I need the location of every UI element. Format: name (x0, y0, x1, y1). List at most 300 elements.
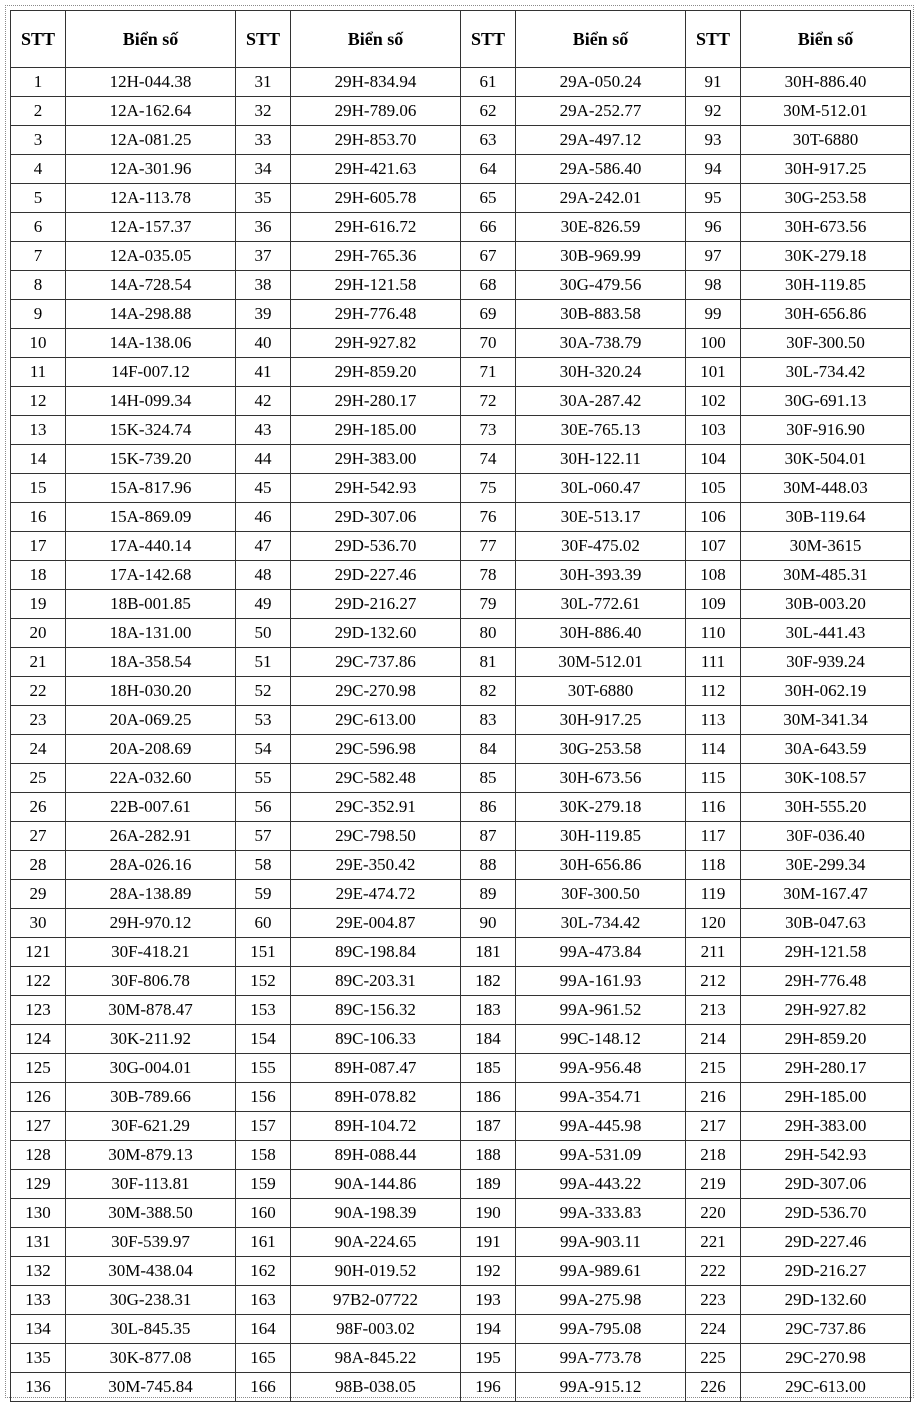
stt-cell: 31 (236, 68, 291, 97)
stt-cell: 117 (686, 822, 741, 851)
table-row (11, 822, 911, 851)
stt-cell: 96 (686, 213, 741, 242)
table-row (11, 387, 911, 416)
stt-cell: 222 (686, 1257, 741, 1286)
plate-cell: 98F-003.02 (291, 1315, 461, 1344)
plate-cell: 98B-038.05 (291, 1373, 461, 1402)
plate-cell: 30L-845.35 (66, 1315, 236, 1344)
stt-cell: 89 (461, 880, 516, 909)
stt-cell: 211 (686, 938, 741, 967)
plate-cell: 14F-007.12 (66, 358, 236, 387)
stt-cell: 72 (461, 387, 516, 416)
stt-cell: 43 (236, 416, 291, 445)
table-row (11, 735, 911, 764)
table-row (11, 1286, 911, 1315)
stt-cell: 129 (11, 1170, 66, 1199)
plate-cell: 29C-270.98 (741, 1344, 911, 1373)
plate-cell: 30K-504.01 (741, 445, 911, 474)
stt-cell: 186 (461, 1083, 516, 1112)
stt-cell: 128 (11, 1141, 66, 1170)
stt-cell: 132 (11, 1257, 66, 1286)
table-row (11, 619, 911, 648)
plate-cell: 30F-113.81 (66, 1170, 236, 1199)
plate-cell: 30K-108.57 (741, 764, 911, 793)
plate-cell: 30M-438.04 (66, 1257, 236, 1286)
header-stt: STT (11, 11, 66, 68)
stt-cell: 226 (686, 1373, 741, 1402)
plate-cell: 99A-531.09 (516, 1141, 686, 1170)
plate-cell: 99A-161.93 (516, 967, 686, 996)
plate-cell: 30K-279.18 (741, 242, 911, 271)
plate-cell: 30A-738.79 (516, 329, 686, 358)
table-row (11, 1054, 911, 1083)
plate-cell: 30L-734.42 (516, 909, 686, 938)
stt-cell: 22 (11, 677, 66, 706)
stt-cell: 46 (236, 503, 291, 532)
plate-cell: 99A-473.84 (516, 938, 686, 967)
plate-cell: 30G-253.58 (741, 184, 911, 213)
plate-cell: 99A-903.11 (516, 1228, 686, 1257)
header-row (11, 11, 911, 68)
table-row (11, 97, 911, 126)
stt-cell: 21 (11, 648, 66, 677)
plate-cell: 29A-242.01 (516, 184, 686, 213)
stt-cell: 73 (461, 416, 516, 445)
stt-cell: 39 (236, 300, 291, 329)
plate-cell: 89C-106.33 (291, 1025, 461, 1054)
stt-cell: 97 (686, 242, 741, 271)
table-body (11, 68, 911, 1402)
plate-cell: 99A-333.83 (516, 1199, 686, 1228)
plate-cell: 29H-280.17 (291, 387, 461, 416)
plate-cell: 29H-542.93 (741, 1141, 911, 1170)
stt-cell: 47 (236, 532, 291, 561)
stt-cell: 66 (461, 213, 516, 242)
plate-cell: 99A-961.52 (516, 996, 686, 1025)
plate-cell: 30E-299.34 (741, 851, 911, 880)
stt-cell: 4 (11, 155, 66, 184)
plate-cell: 30G-253.58 (516, 735, 686, 764)
plate-cell: 30H-886.40 (741, 68, 911, 97)
plate-cell: 20A-069.25 (66, 706, 236, 735)
stt-cell: 6 (11, 213, 66, 242)
stt-cell: 86 (461, 793, 516, 822)
plate-cell: 30H-656.86 (741, 300, 911, 329)
table-row (11, 271, 911, 300)
stt-cell: 90 (461, 909, 516, 938)
plate-cell: 89H-078.82 (291, 1083, 461, 1112)
plate-cell: 89C-156.32 (291, 996, 461, 1025)
stt-cell: 151 (236, 938, 291, 967)
plate-cell: 89H-104.72 (291, 1112, 461, 1141)
stt-cell: 126 (11, 1083, 66, 1112)
plate-cell: 30M-448.03 (741, 474, 911, 503)
plate-cell: 30B-003.20 (741, 590, 911, 619)
stt-cell: 11 (11, 358, 66, 387)
stt-cell: 133 (11, 1286, 66, 1315)
stt-cell: 158 (236, 1141, 291, 1170)
plate-cell: 99A-445.98 (516, 1112, 686, 1141)
stt-cell: 67 (461, 242, 516, 271)
header-stt: STT (686, 11, 741, 68)
table-row (11, 1344, 911, 1373)
plate-cell: 26A-282.91 (66, 822, 236, 851)
stt-cell: 131 (11, 1228, 66, 1257)
header-stt: STT (461, 11, 516, 68)
stt-cell: 78 (461, 561, 516, 590)
plate-cell: 29C-737.86 (291, 648, 461, 677)
stt-cell: 190 (461, 1199, 516, 1228)
header-stt: STT (236, 11, 291, 68)
stt-cell: 185 (461, 1054, 516, 1083)
plate-cell: 15K-739.20 (66, 445, 236, 474)
stt-cell: 87 (461, 822, 516, 851)
table-row (11, 1170, 911, 1199)
header-plate: Biển số (741, 11, 911, 68)
plate-cell: 29H-605.78 (291, 184, 461, 213)
stt-cell: 75 (461, 474, 516, 503)
stt-cell: 59 (236, 880, 291, 909)
stt-cell: 108 (686, 561, 741, 590)
stt-cell: 84 (461, 735, 516, 764)
table-row (11, 1141, 911, 1170)
stt-cell: 136 (11, 1373, 66, 1402)
stt-cell: 134 (11, 1315, 66, 1344)
plate-cell: 29H-616.72 (291, 213, 461, 242)
stt-cell: 74 (461, 445, 516, 474)
stt-cell: 9 (11, 300, 66, 329)
stt-cell: 17 (11, 532, 66, 561)
stt-cell: 50 (236, 619, 291, 648)
stt-cell: 225 (686, 1344, 741, 1373)
stt-cell: 183 (461, 996, 516, 1025)
plate-cell: 15K-324.74 (66, 416, 236, 445)
stt-cell: 104 (686, 445, 741, 474)
plate-cell: 30M-167.47 (741, 880, 911, 909)
stt-cell: 156 (236, 1083, 291, 1112)
plate-cell: 14A-728.54 (66, 271, 236, 300)
plate-cell: 22B-007.61 (66, 793, 236, 822)
stt-cell: 118 (686, 851, 741, 880)
stt-cell: 93 (686, 126, 741, 155)
table-row (11, 503, 911, 532)
table-row (11, 648, 911, 677)
plate-cell: 30F-621.29 (66, 1112, 236, 1141)
plate-cell: 29D-216.27 (291, 590, 461, 619)
stt-cell: 110 (686, 619, 741, 648)
table-row (11, 300, 911, 329)
stt-cell: 124 (11, 1025, 66, 1054)
plate-cell: 30H-320.24 (516, 358, 686, 387)
plate-cell: 29D-132.60 (741, 1286, 911, 1315)
plate-cell: 12A-162.64 (66, 97, 236, 126)
plate-cell: 29H-185.00 (291, 416, 461, 445)
stt-cell: 56 (236, 793, 291, 822)
stt-cell: 194 (461, 1315, 516, 1344)
plate-cell: 90A-224.65 (291, 1228, 461, 1257)
plate-cell: 30F-300.50 (741, 329, 911, 358)
plate-cell: 29H-776.48 (291, 300, 461, 329)
table-row (11, 1315, 911, 1344)
plate-cell: 18B-001.85 (66, 590, 236, 619)
plate-cell: 29D-132.60 (291, 619, 461, 648)
plate-cell: 18A-358.54 (66, 648, 236, 677)
plate-cell: 29E-350.42 (291, 851, 461, 880)
plate-cell: 29H-859.20 (741, 1025, 911, 1054)
plate-cell: 29D-307.06 (741, 1170, 911, 1199)
table-row (11, 474, 911, 503)
plate-cell: 30H-917.25 (516, 706, 686, 735)
plate-cell: 30G-004.01 (66, 1054, 236, 1083)
plate-cell: 30M-341.34 (741, 706, 911, 735)
plate-cell: 12A-035.05 (66, 242, 236, 271)
table-row (11, 68, 911, 97)
plate-cell: 30A-287.42 (516, 387, 686, 416)
stt-cell: 7 (11, 242, 66, 271)
stt-cell: 45 (236, 474, 291, 503)
stt-cell: 27 (11, 822, 66, 851)
stt-cell: 155 (236, 1054, 291, 1083)
table-row (11, 909, 911, 938)
table-row (11, 242, 911, 271)
stt-cell: 60 (236, 909, 291, 938)
stt-cell: 41 (236, 358, 291, 387)
stt-cell: 105 (686, 474, 741, 503)
plate-cell: 30E-513.17 (516, 503, 686, 532)
stt-cell: 103 (686, 416, 741, 445)
stt-cell: 16 (11, 503, 66, 532)
stt-cell: 154 (236, 1025, 291, 1054)
stt-cell: 164 (236, 1315, 291, 1344)
stt-cell: 1 (11, 68, 66, 97)
stt-cell: 121 (11, 938, 66, 967)
plate-cell: 30E-765.13 (516, 416, 686, 445)
table-row (11, 677, 911, 706)
stt-cell: 91 (686, 68, 741, 97)
stt-cell: 85 (461, 764, 516, 793)
plate-cell: 30H-122.11 (516, 445, 686, 474)
plate-cell: 30K-279.18 (516, 793, 686, 822)
plate-cell: 30F-475.02 (516, 532, 686, 561)
license-plate-table (10, 10, 911, 1402)
table-row (11, 445, 911, 474)
table-row (11, 1257, 911, 1286)
plate-cell: 29E-004.87 (291, 909, 461, 938)
plate-cell: 99C-148.12 (516, 1025, 686, 1054)
stt-cell: 71 (461, 358, 516, 387)
stt-cell: 100 (686, 329, 741, 358)
plate-cell: 29A-050.24 (516, 68, 686, 97)
stt-cell: 58 (236, 851, 291, 880)
stt-cell: 64 (461, 155, 516, 184)
plate-cell: 17A-142.68 (66, 561, 236, 590)
plate-cell: 12A-301.96 (66, 155, 236, 184)
plate-cell: 30H-917.25 (741, 155, 911, 184)
plate-cell: 20A-208.69 (66, 735, 236, 764)
stt-cell: 159 (236, 1170, 291, 1199)
plate-cell: 29H-121.58 (291, 271, 461, 300)
stt-cell: 218 (686, 1141, 741, 1170)
stt-cell: 82 (461, 677, 516, 706)
stt-cell: 127 (11, 1112, 66, 1141)
stt-cell: 191 (461, 1228, 516, 1257)
stt-cell: 70 (461, 329, 516, 358)
table-row (11, 996, 911, 1025)
stt-cell: 188 (461, 1141, 516, 1170)
stt-cell: 18 (11, 561, 66, 590)
table-row (11, 764, 911, 793)
plate-cell: 29C-582.48 (291, 764, 461, 793)
plate-cell: 29H-927.82 (741, 996, 911, 1025)
stt-cell: 24 (11, 735, 66, 764)
header-plate: Biển số (291, 11, 461, 68)
stt-cell: 95 (686, 184, 741, 213)
plate-cell: 30F-916.90 (741, 416, 911, 445)
plate-cell: 30H-119.85 (516, 822, 686, 851)
table-row (11, 1112, 911, 1141)
plate-cell: 17A-440.14 (66, 532, 236, 561)
stt-cell: 224 (686, 1315, 741, 1344)
plate-cell: 30B-969.99 (516, 242, 686, 271)
plate-cell: 30M-879.13 (66, 1141, 236, 1170)
stt-cell: 63 (461, 126, 516, 155)
table-row (11, 880, 911, 909)
plate-cell: 30B-883.58 (516, 300, 686, 329)
stt-cell: 53 (236, 706, 291, 735)
plate-cell: 29H-421.63 (291, 155, 461, 184)
plate-cell: 30G-238.31 (66, 1286, 236, 1315)
stt-cell: 29 (11, 880, 66, 909)
table-row (11, 590, 911, 619)
plate-cell: 29A-252.77 (516, 97, 686, 126)
plate-cell: 29A-497.12 (516, 126, 686, 155)
stt-cell: 44 (236, 445, 291, 474)
stt-cell: 19 (11, 590, 66, 619)
header-plate: Biển số (516, 11, 686, 68)
stt-cell: 32 (236, 97, 291, 126)
plate-cell: 29H-859.20 (291, 358, 461, 387)
stt-cell: 79 (461, 590, 516, 619)
stt-cell: 160 (236, 1199, 291, 1228)
plate-cell: 29H-853.70 (291, 126, 461, 155)
stt-cell: 153 (236, 996, 291, 1025)
stt-cell: 88 (461, 851, 516, 880)
table-row (11, 561, 911, 590)
stt-cell: 55 (236, 764, 291, 793)
stt-cell: 181 (461, 938, 516, 967)
stt-cell: 107 (686, 532, 741, 561)
stt-cell: 120 (686, 909, 741, 938)
plate-cell: 30M-878.47 (66, 996, 236, 1025)
plate-cell: 29H-383.00 (741, 1112, 911, 1141)
stt-cell: 81 (461, 648, 516, 677)
stt-cell: 193 (461, 1286, 516, 1315)
plate-cell: 30H-673.56 (516, 764, 686, 793)
stt-cell: 119 (686, 880, 741, 909)
stt-cell: 99 (686, 300, 741, 329)
plate-cell: 30H-393.39 (516, 561, 686, 590)
plate-cell: 30M-512.01 (741, 97, 911, 126)
plate-cell: 29D-536.70 (291, 532, 461, 561)
stt-cell: 212 (686, 967, 741, 996)
stt-cell: 125 (11, 1054, 66, 1083)
plate-cell: 30M-512.01 (516, 648, 686, 677)
table-row (11, 329, 911, 358)
plate-cell: 99A-915.12 (516, 1373, 686, 1402)
plate-cell: 30H-673.56 (741, 213, 911, 242)
plate-cell: 30G-479.56 (516, 271, 686, 300)
table-row (11, 1228, 911, 1257)
stt-cell: 52 (236, 677, 291, 706)
stt-cell: 216 (686, 1083, 741, 1112)
stt-cell: 217 (686, 1112, 741, 1141)
stt-cell: 77 (461, 532, 516, 561)
stt-cell: 221 (686, 1228, 741, 1257)
stt-cell: 184 (461, 1025, 516, 1054)
plate-cell: 29H-834.94 (291, 68, 461, 97)
plate-cell: 29C-737.86 (741, 1315, 911, 1344)
plate-cell: 97B2-07722 (291, 1286, 461, 1315)
stt-cell: 223 (686, 1286, 741, 1315)
stt-cell: 214 (686, 1025, 741, 1054)
stt-cell: 112 (686, 677, 741, 706)
table-row (11, 1373, 911, 1402)
plate-cell: 14A-138.06 (66, 329, 236, 358)
plate-cell: 29D-227.46 (741, 1228, 911, 1257)
plate-cell: 29H-789.06 (291, 97, 461, 126)
plate-cell: 29H-383.00 (291, 445, 461, 474)
plate-cell: 30L-441.43 (741, 619, 911, 648)
plate-cell: 30F-939.24 (741, 648, 911, 677)
stt-cell: 219 (686, 1170, 741, 1199)
stt-cell: 215 (686, 1054, 741, 1083)
plate-cell: 90A-198.39 (291, 1199, 461, 1228)
stt-cell: 80 (461, 619, 516, 648)
stt-cell: 98 (686, 271, 741, 300)
stt-cell: 189 (461, 1170, 516, 1199)
plate-cell: 30H-656.86 (516, 851, 686, 880)
plate-cell: 29H-185.00 (741, 1083, 911, 1112)
stt-cell: 62 (461, 97, 516, 126)
stt-cell: 102 (686, 387, 741, 416)
plate-cell: 99A-354.71 (516, 1083, 686, 1112)
plate-cell: 30H-119.85 (741, 271, 911, 300)
stt-cell: 116 (686, 793, 741, 822)
plate-cell: 30F-539.97 (66, 1228, 236, 1257)
stt-cell: 61 (461, 68, 516, 97)
plate-cell: 15A-869.09 (66, 503, 236, 532)
stt-cell: 48 (236, 561, 291, 590)
plate-cell: 29D-307.06 (291, 503, 461, 532)
document-page (5, 5, 914, 1398)
plate-cell: 29H-121.58 (741, 938, 911, 967)
plate-cell: 30B-789.66 (66, 1083, 236, 1112)
plate-cell: 28A-138.89 (66, 880, 236, 909)
stt-cell: 163 (236, 1286, 291, 1315)
stt-cell: 36 (236, 213, 291, 242)
plate-cell: 29H-776.48 (741, 967, 911, 996)
stt-cell: 122 (11, 967, 66, 996)
stt-cell: 196 (461, 1373, 516, 1402)
plate-cell: 30H-555.20 (741, 793, 911, 822)
stt-cell: 135 (11, 1344, 66, 1373)
plate-cell: 30F-806.78 (66, 967, 236, 996)
stt-cell: 161 (236, 1228, 291, 1257)
stt-cell: 14 (11, 445, 66, 474)
plate-cell: 99A-989.61 (516, 1257, 686, 1286)
plate-cell: 30E-826.59 (516, 213, 686, 242)
plate-cell: 29H-970.12 (66, 909, 236, 938)
